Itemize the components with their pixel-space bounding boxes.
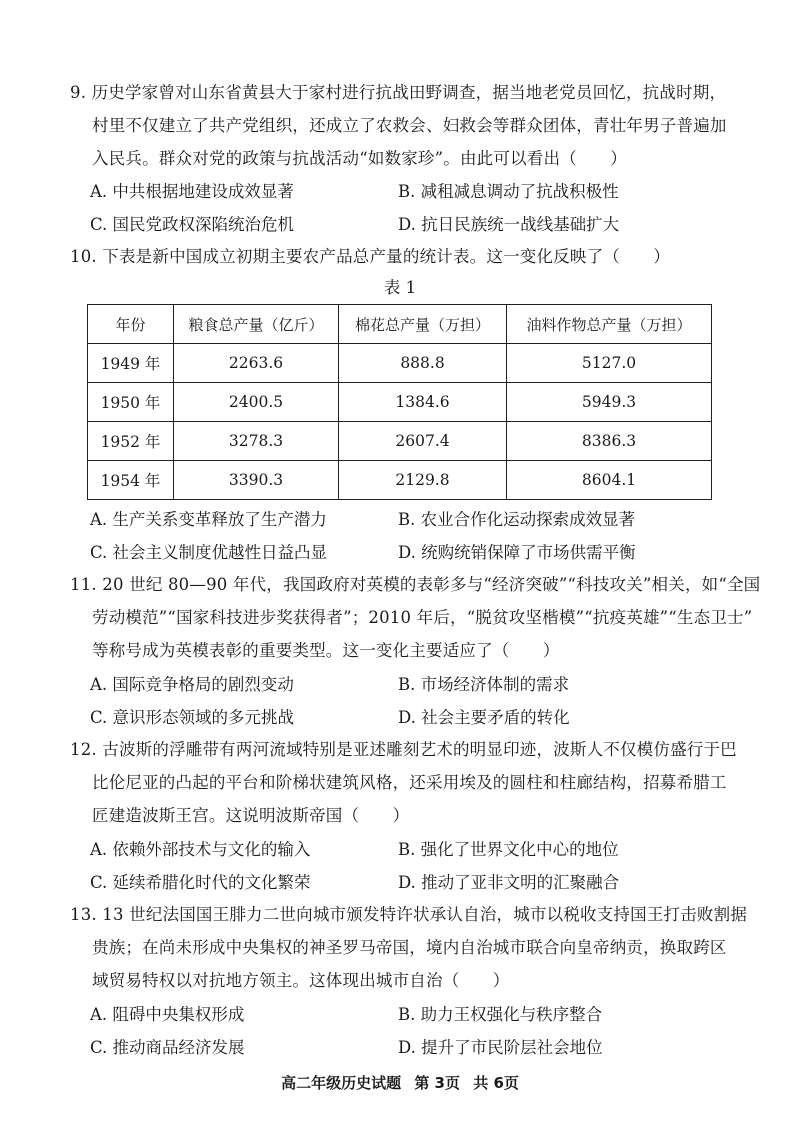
question-10-stem: 10. 下表是新中国成立初期主要农产品总产量的统计表。这一变化反映了（ ） <box>70 247 671 266</box>
production-table <box>87 304 712 500</box>
table-cell-grain: 2263.6 <box>174 344 339 383</box>
table-cell-cotton: 888.8 <box>339 344 507 383</box>
question-13-option-a[interactable]: A. 阻碍中央集权形成 <box>90 1005 245 1024</box>
table-header-cotton: 棉花总产量（万担） <box>339 305 507 344</box>
table-cell-grain: 3390.3 <box>174 461 339 500</box>
question-10 <box>70 240 730 273</box>
table-cell-oil: 8604.1 <box>507 461 712 500</box>
question-9-option-c[interactable]: C. 国民党政权深陷统治危机 <box>90 215 295 234</box>
question-12-line-3: 匠建造波斯王宫。这说明波斯帝国（ ） <box>92 806 410 825</box>
table-row <box>88 383 712 422</box>
question-13-line-1: 13. 13 世纪法国国王腓力二世向城市颁发特许状承认自治，城市以税收支持国王打击败割据 <box>70 905 748 924</box>
question-10-option-b[interactable]: B. 农业合作化运动探索成效显著 <box>398 510 636 529</box>
table-cell-oil: 8386.3 <box>507 422 712 461</box>
question-11 <box>70 568 761 667</box>
table-cell-cotton: 2607.4 <box>339 422 507 461</box>
table-cell-grain: 3278.3 <box>174 422 339 461</box>
table-header-year: 年份 <box>88 305 174 344</box>
question-9-option-d[interactable]: D. 抗日民族统一战线基础扩大 <box>398 215 620 234</box>
table-caption: 表 1 <box>383 278 417 297</box>
table-header-grain: 粮食总产量（亿斤） <box>174 305 339 344</box>
question-13-line-2: 贵族；在尚未形成中央集权的神圣罗马帝国，境内自治城市联合向皇帝纳贡，换取跨区 <box>92 938 727 957</box>
question-13-option-b[interactable]: B. 助力王权强化与秩序整合 <box>398 1005 603 1024</box>
question-11-options <box>90 668 730 734</box>
question-12-option-c[interactable]: C. 延续希腊化时代的文化繁荣 <box>90 873 311 892</box>
question-10-options <box>90 503 730 569</box>
question-9-line-2: 村里不仅建立了共产党组织，还成立了农救会、妇救会等群众团体，青壮年男子普遍加 <box>92 116 727 135</box>
question-13-option-c[interactable]: C. 推动商品经济发展 <box>90 1038 245 1057</box>
table-row <box>88 461 712 500</box>
question-9-line-1: 9. 历史学家曾对山东省黄县大于家村进行抗战田野调查，据当地老党员回忆，抗战时期， <box>70 83 727 102</box>
question-9-option-a[interactable]: A. 中共根据地建设成效显著 <box>90 182 294 201</box>
question-11-line-1: 11. 20 世纪 80—90 年代，我国政府对英模的表彰多与“经济突破”“科技攻关”相关，如“全国 <box>70 575 761 594</box>
question-10-option-a[interactable]: A. 生产关系变革释放了生产潜力 <box>90 510 327 529</box>
question-12-option-d[interactable]: D. 推动了亚非文明的汇聚融合 <box>398 873 620 892</box>
table-row <box>88 422 712 461</box>
table-cell-year: 1952 年 <box>88 422 174 461</box>
table-cell-oil: 5127.0 <box>507 344 712 383</box>
table-row <box>88 344 712 383</box>
question-11-option-c[interactable]: C. 意识形态领域的多元挑战 <box>90 708 295 727</box>
table-cell-cotton: 2129.8 <box>339 461 507 500</box>
question-13 <box>70 898 748 997</box>
question-11-line-2: 劳动模范”“国家科技进步奖获得者”；2010 年后，“脱贫攻坚楷模”“抗疫英雄”“生态卫士” <box>92 608 753 627</box>
question-12-line-1: 12. 古波斯的浮雕带有两河流域特别是亚述雕刻艺术的明显印迹，波斯人不仅模仿盛行于巴 <box>70 740 737 759</box>
question-12 <box>70 733 737 832</box>
question-11-option-d[interactable]: D. 社会主要矛盾的转化 <box>398 708 570 727</box>
question-12-option-a[interactable]: A. 依赖外部技术与文化的输入 <box>90 840 311 859</box>
table-cell-year: 1954 年 <box>88 461 174 500</box>
question-12-line-2: 比伦尼亚的凸起的平台和阶梯状建筑风格，还采用埃及的圆柱和柱廊结构，招募希腊工 <box>92 773 727 792</box>
footer-page-number: 第 3页 <box>414 1074 460 1092</box>
footer-page-total: 共 6页 <box>473 1074 519 1092</box>
table-cell-oil: 5949.3 <box>507 383 712 422</box>
question-13-line-3: 域贸易特权以对抗地方领主。这体现出城市自治（ ） <box>92 971 510 990</box>
footer-title: 高二年级历史试题 <box>281 1074 402 1092</box>
table-header-row <box>88 305 712 344</box>
question-11-option-b[interactable]: B. 市场经济体制的需求 <box>398 675 570 694</box>
table-header-oil: 油料作物总产量（万担） <box>507 305 712 344</box>
table-cell-year: 1950 年 <box>88 383 174 422</box>
question-9-line-3: 入民兵。群众对党的政策与抗战活动“如数家珍”。由此可以看出（ ） <box>92 149 627 168</box>
question-11-option-a[interactable]: A. 国际竞争格局的剧烈变动 <box>90 675 294 694</box>
question-9 <box>70 76 730 175</box>
question-9-options <box>90 175 730 241</box>
question-10-option-d[interactable]: D. 统购统销保障了市场供需平衡 <box>398 543 636 562</box>
question-12-option-b[interactable]: B. 强化了世界文化中心的地位 <box>398 840 619 859</box>
question-13-options <box>90 998 730 1064</box>
question-10-option-c[interactable]: C. 社会主义制度优越性日益凸显 <box>90 543 328 562</box>
table-cell-grain: 2400.5 <box>174 383 339 422</box>
table-cell-cotton: 1384.6 <box>339 383 507 422</box>
page-footer <box>0 1072 800 1093</box>
question-9-option-b[interactable]: B. 减租减息调动了抗战积极性 <box>398 182 619 201</box>
table-cell-year: 1949 年 <box>88 344 174 383</box>
question-11-line-3: 等称号成为英模表彰的重要类型。这一变化主要适应了（ ） <box>92 641 560 660</box>
question-12-options <box>90 833 730 899</box>
question-13-option-d[interactable]: D. 提升了市民阶层社会地位 <box>398 1038 603 1057</box>
